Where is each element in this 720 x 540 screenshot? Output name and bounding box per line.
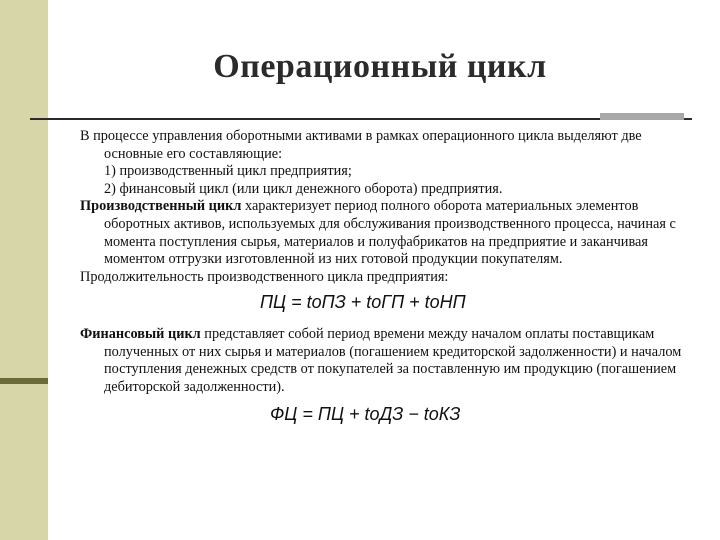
title-divider xyxy=(30,118,692,120)
financial-cycle-definition: представляет собой период времени между началом оплаты поставщикам полученных от них сырья и материалов (погашением кредиторской задолженности) и началом поступления денежных средств от покупателей за поставленную им продукцию (погашением дебиторской задолженности). xyxy=(104,325,682,395)
list-item-financial-cycle: 2) финансовый цикл (или цикл денежного оборота) предприятия. xyxy=(104,180,503,197)
production-cycle-term: Производственный цикл xyxy=(80,198,242,215)
slide-title: Операционный цикл xyxy=(213,48,547,85)
financial-cycle-term: Финансовый цикл xyxy=(80,325,201,342)
left-decorative-band xyxy=(0,0,48,540)
financial-cycle-formula: ФЦ = ПЦ + tоДЗ − tоКЗ xyxy=(270,404,461,425)
duration-paragraph: Продолжительность производственного цикла предприятия: xyxy=(80,268,449,285)
intro-paragraph: В процессе управления оборотными активами в рамках операционного цикла выделяют две основные его составляющие: xyxy=(80,128,642,162)
production-cycle-definition: характеризует период полного оборота материальных элементов оборотных активов, используемых для обслуживания производственного процесса, начиная с момента поступления сырья, материалов и полуфабрикатов на предприятие и заканчивая моментом отгрузки изготовленной из них готовой продукции покупателям. xyxy=(104,198,676,268)
production-cycle-formula: ПЦ = tоПЗ + tоГП + tоНП xyxy=(260,292,466,313)
title-divider-accent xyxy=(600,113,684,120)
financial-cycle-paragraph xyxy=(80,326,690,396)
left-band-marker xyxy=(0,378,48,384)
production-cycle-paragraph xyxy=(80,198,690,268)
slide-body xyxy=(80,128,690,430)
list-item-production-cycle: 1) производственный цикл предприятия; xyxy=(104,163,352,180)
